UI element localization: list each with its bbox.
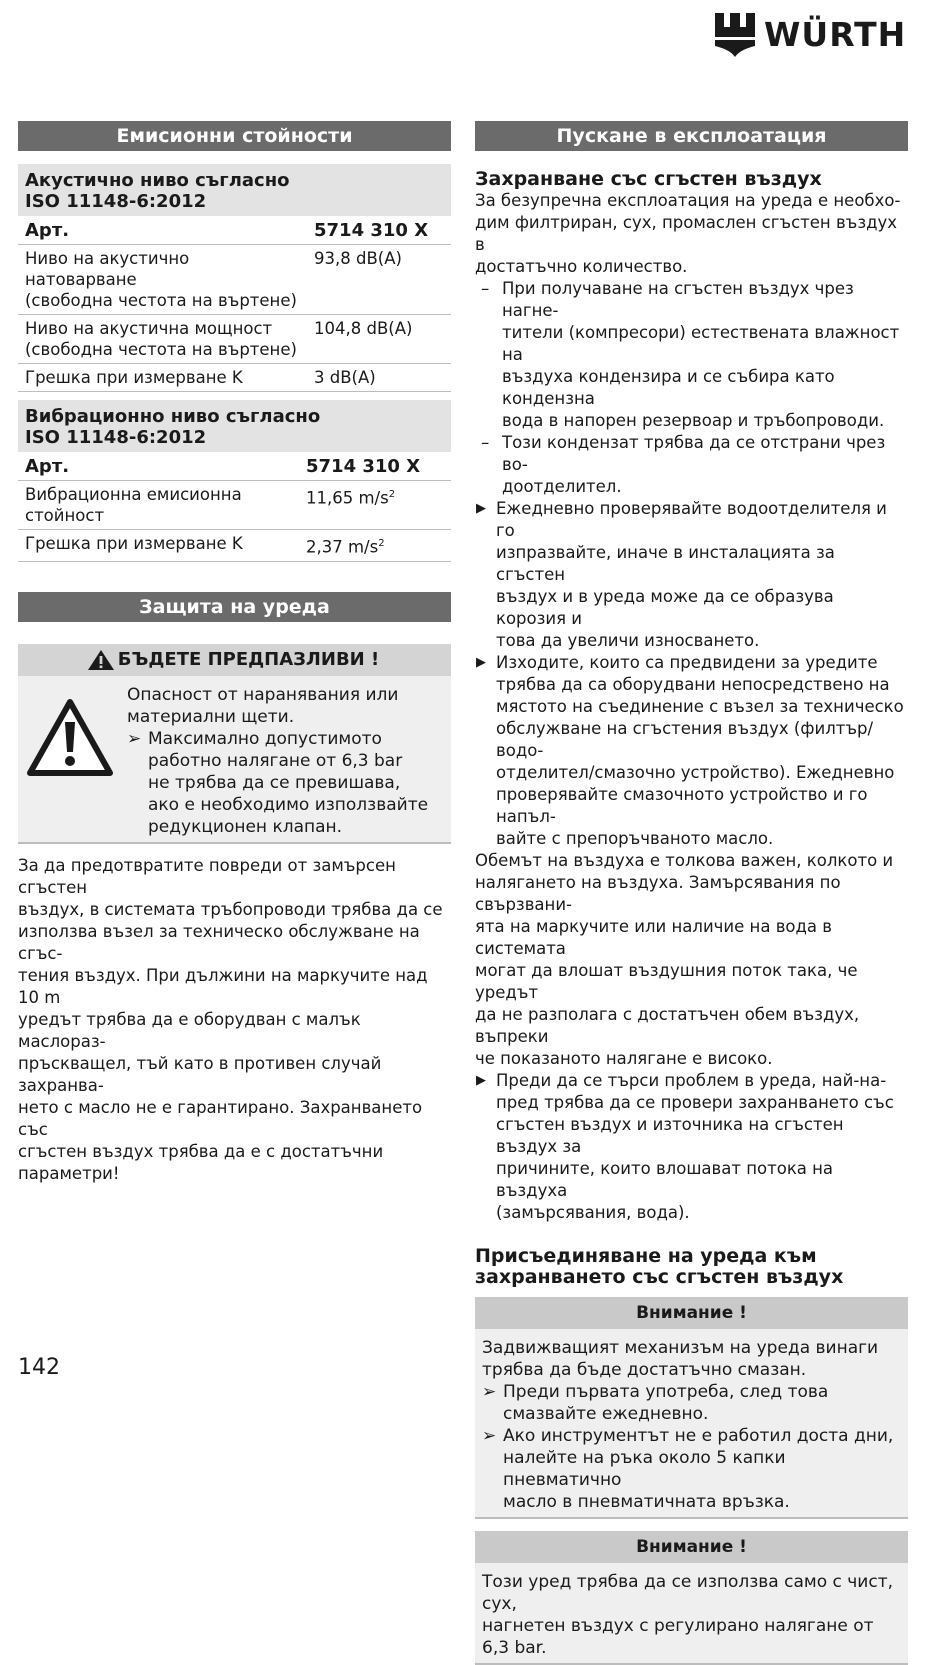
- warning-small-icon: [87, 649, 115, 671]
- note-body: Задвижващият механизъм на уреда винаги трябва да бъде достатъчно смазан. ➢ Преди първата употреба, след това смазвайте ежедневно. ➢ Ако инструментът не е работил доста дни, налейте на ръка около 5 капки пневматично масло в пневматичната връзка.: [475, 1329, 908, 1519]
- list-item: – Този кондензат трябва да се отстрани чрез во- доотделител.: [481, 433, 886, 496]
- triangle-bullet-icon: ▶: [476, 1073, 486, 1088]
- table-row: Грешка при измерване K 2,37 $m/s^2$: [18, 530, 451, 562]
- table-row: Ниво на акустично натоварване (свободна честота на въртене) 93,8 dB(A): [18, 245, 451, 315]
- note-title: Внимание !: [475, 1297, 908, 1329]
- note-box-lubrication: [475, 1297, 908, 1519]
- page-number: 142: [18, 1355, 60, 1380]
- caution-title: БЪДЕТЕ ПРЕДПАЗЛИВИ !: [117, 648, 380, 670]
- acoustic-heading: Акустично ниво съгласно ISO 11148-6:2012: [18, 164, 451, 217]
- arrow-marker-icon: ➢: [482, 1426, 497, 1446]
- arrow-marker-icon: ➢: [127, 728, 142, 749]
- brand-name: WÜRTH: [764, 15, 907, 54]
- vibration-art-row: [18, 453, 451, 481]
- connect-heading: Присъединяване на уреда към захранването със сгъстен въздух: [475, 1245, 844, 1288]
- vibration-heading: Вибрационно ниво съгласно ISO 11148-6:2012: [18, 400, 451, 453]
- brand-logo: [715, 12, 911, 58]
- warning-triangle-icon: [26, 698, 114, 778]
- list-item: ➢ Преди първата употреба, след това смазвайте ежедневно.: [482, 1382, 829, 1424]
- right-column: [475, 121, 908, 1665]
- table-row: Ниво на акустична мощност (свободна честота на въртене) 104,8 dB(A): [18, 315, 451, 364]
- art-value: 5714 310 X: [299, 453, 451, 481]
- list-item: ▶ Ежедневно проверявайте водоотделителя и го изпразвайте, иначе в инсталацията за сгъстен въздух и в уреда може да се образува корозия и това да увеличи износването.: [476, 499, 887, 650]
- art-label: Арт.: [18, 217, 307, 245]
- acoustic-art-row: [18, 217, 451, 245]
- caution-box: [18, 644, 451, 844]
- list-item: ➢ Ако инструментът не е работил доста дни, налейте на ръка около 5 капки пневматично масло в пневматичната връзка.: [482, 1426, 894, 1512]
- note-body: Този уред трябва да се използва само с чист, сух, нагнетен въздух с регулирано налягане от 6,3 bar.: [475, 1563, 908, 1665]
- protection-section-title: Защита на уреда: [18, 592, 451, 622]
- caution-body: [18, 676, 451, 844]
- note-box-air-quality: [475, 1531, 908, 1665]
- supply-intro: За безупречна експлоатация на уреда е необхо- дим филтриран, сух, промаслен сгъстен въздух в достатъчно количество.: [475, 191, 901, 276]
- triangle-bullet-icon: ▶: [476, 501, 486, 516]
- startup-section-title: Пускане в експлоатация: [475, 121, 908, 151]
- table-row: Грешка при измерване K 3 dB(A): [18, 364, 451, 392]
- vibration-table: [18, 400, 451, 562]
- caution-header: [18, 644, 451, 676]
- list-item: ▶ Преди да се търси проблем в уреда, най-на- пред трябва да се провери захранването със сгъстен въздух и източника на сгъстен въздух за причините, които влошават потока на въздуха (замърсявания, вода).: [476, 1071, 894, 1222]
- wurth-logo-icon: [715, 13, 755, 57]
- left-column: [18, 121, 451, 1185]
- acoustic-table: [18, 164, 451, 392]
- supply-heading: Захранване със сгъстен въздух: [475, 168, 822, 190]
- caution-bullet: ➢ Максимално допустимото работно налягане от 6,3 bar не трябва да се превишава, ако е необходимо използвайте редукционен клапан.: [127, 728, 429, 837]
- note-title: Внимание !: [475, 1531, 908, 1563]
- list-item: ▶ Изходите, които са предвидени за уредите трябва да са оборудвани непосредствено на мястото на съединение с възел за техническо обслужване на сгъстения въздух (филтър/водо- отделител/смазочно устройство). Ежедневно проверявайте смазочното устройство и го напъл- вайте с препоръчваното масло.: [476, 653, 904, 848]
- triangle-bullet-icon: ▶: [476, 655, 486, 670]
- art-value: 5714 310 X: [307, 217, 451, 245]
- art-label: Арт.: [18, 453, 299, 481]
- emission-section-title: Емисионни стойности: [18, 121, 451, 151]
- list-item: – При получаване на сгъстен въздух чрез нагне- тители (компресори) естествената влажност на въздуха кондензира и се събира като кондензна вода в напорен резервоар и тръбопроводи.: [481, 279, 900, 430]
- volume-paragraph: Обемът на въздуха е толкова важен, колкото и налягането на въздуха. Замърсявания по свързвани- ята на маркучите или наличие на вода в системата могат да влошат въздушния поток така, че уредът да не разполага с достатъчен обем въздух, въпреки че показаното налягане е високо.: [475, 851, 894, 1068]
- caution-text: Опасност от наранявания или материални щети. ➢ Максимално допустимото работно налягане от 6,3 bar не трябва да се превишава, ако е необходимо използвайте редукционен клапан.: [127, 684, 445, 838]
- table-row: Вибрационна емисионна стойност 11,65 $m/s^2$: [18, 481, 451, 530]
- maintenance-paragraph: За да предотвратите повреди от замърсен сгъстен въздух, в системата тръбопроводи трябва да се използва възел за техническо обслужване на сгъс- тения въздух. При дължини на маркучите над 10 m уредът трябва да е оборудван с малък маслораз- пръскващел, тъй като в противен случай захранва- нето с масло не е гарантирано. Захранването със сгъстен въздух трябва да е с достатъчни параметри!: [18, 855, 443, 1183]
- arrow-marker-icon: ➢: [482, 1382, 497, 1402]
